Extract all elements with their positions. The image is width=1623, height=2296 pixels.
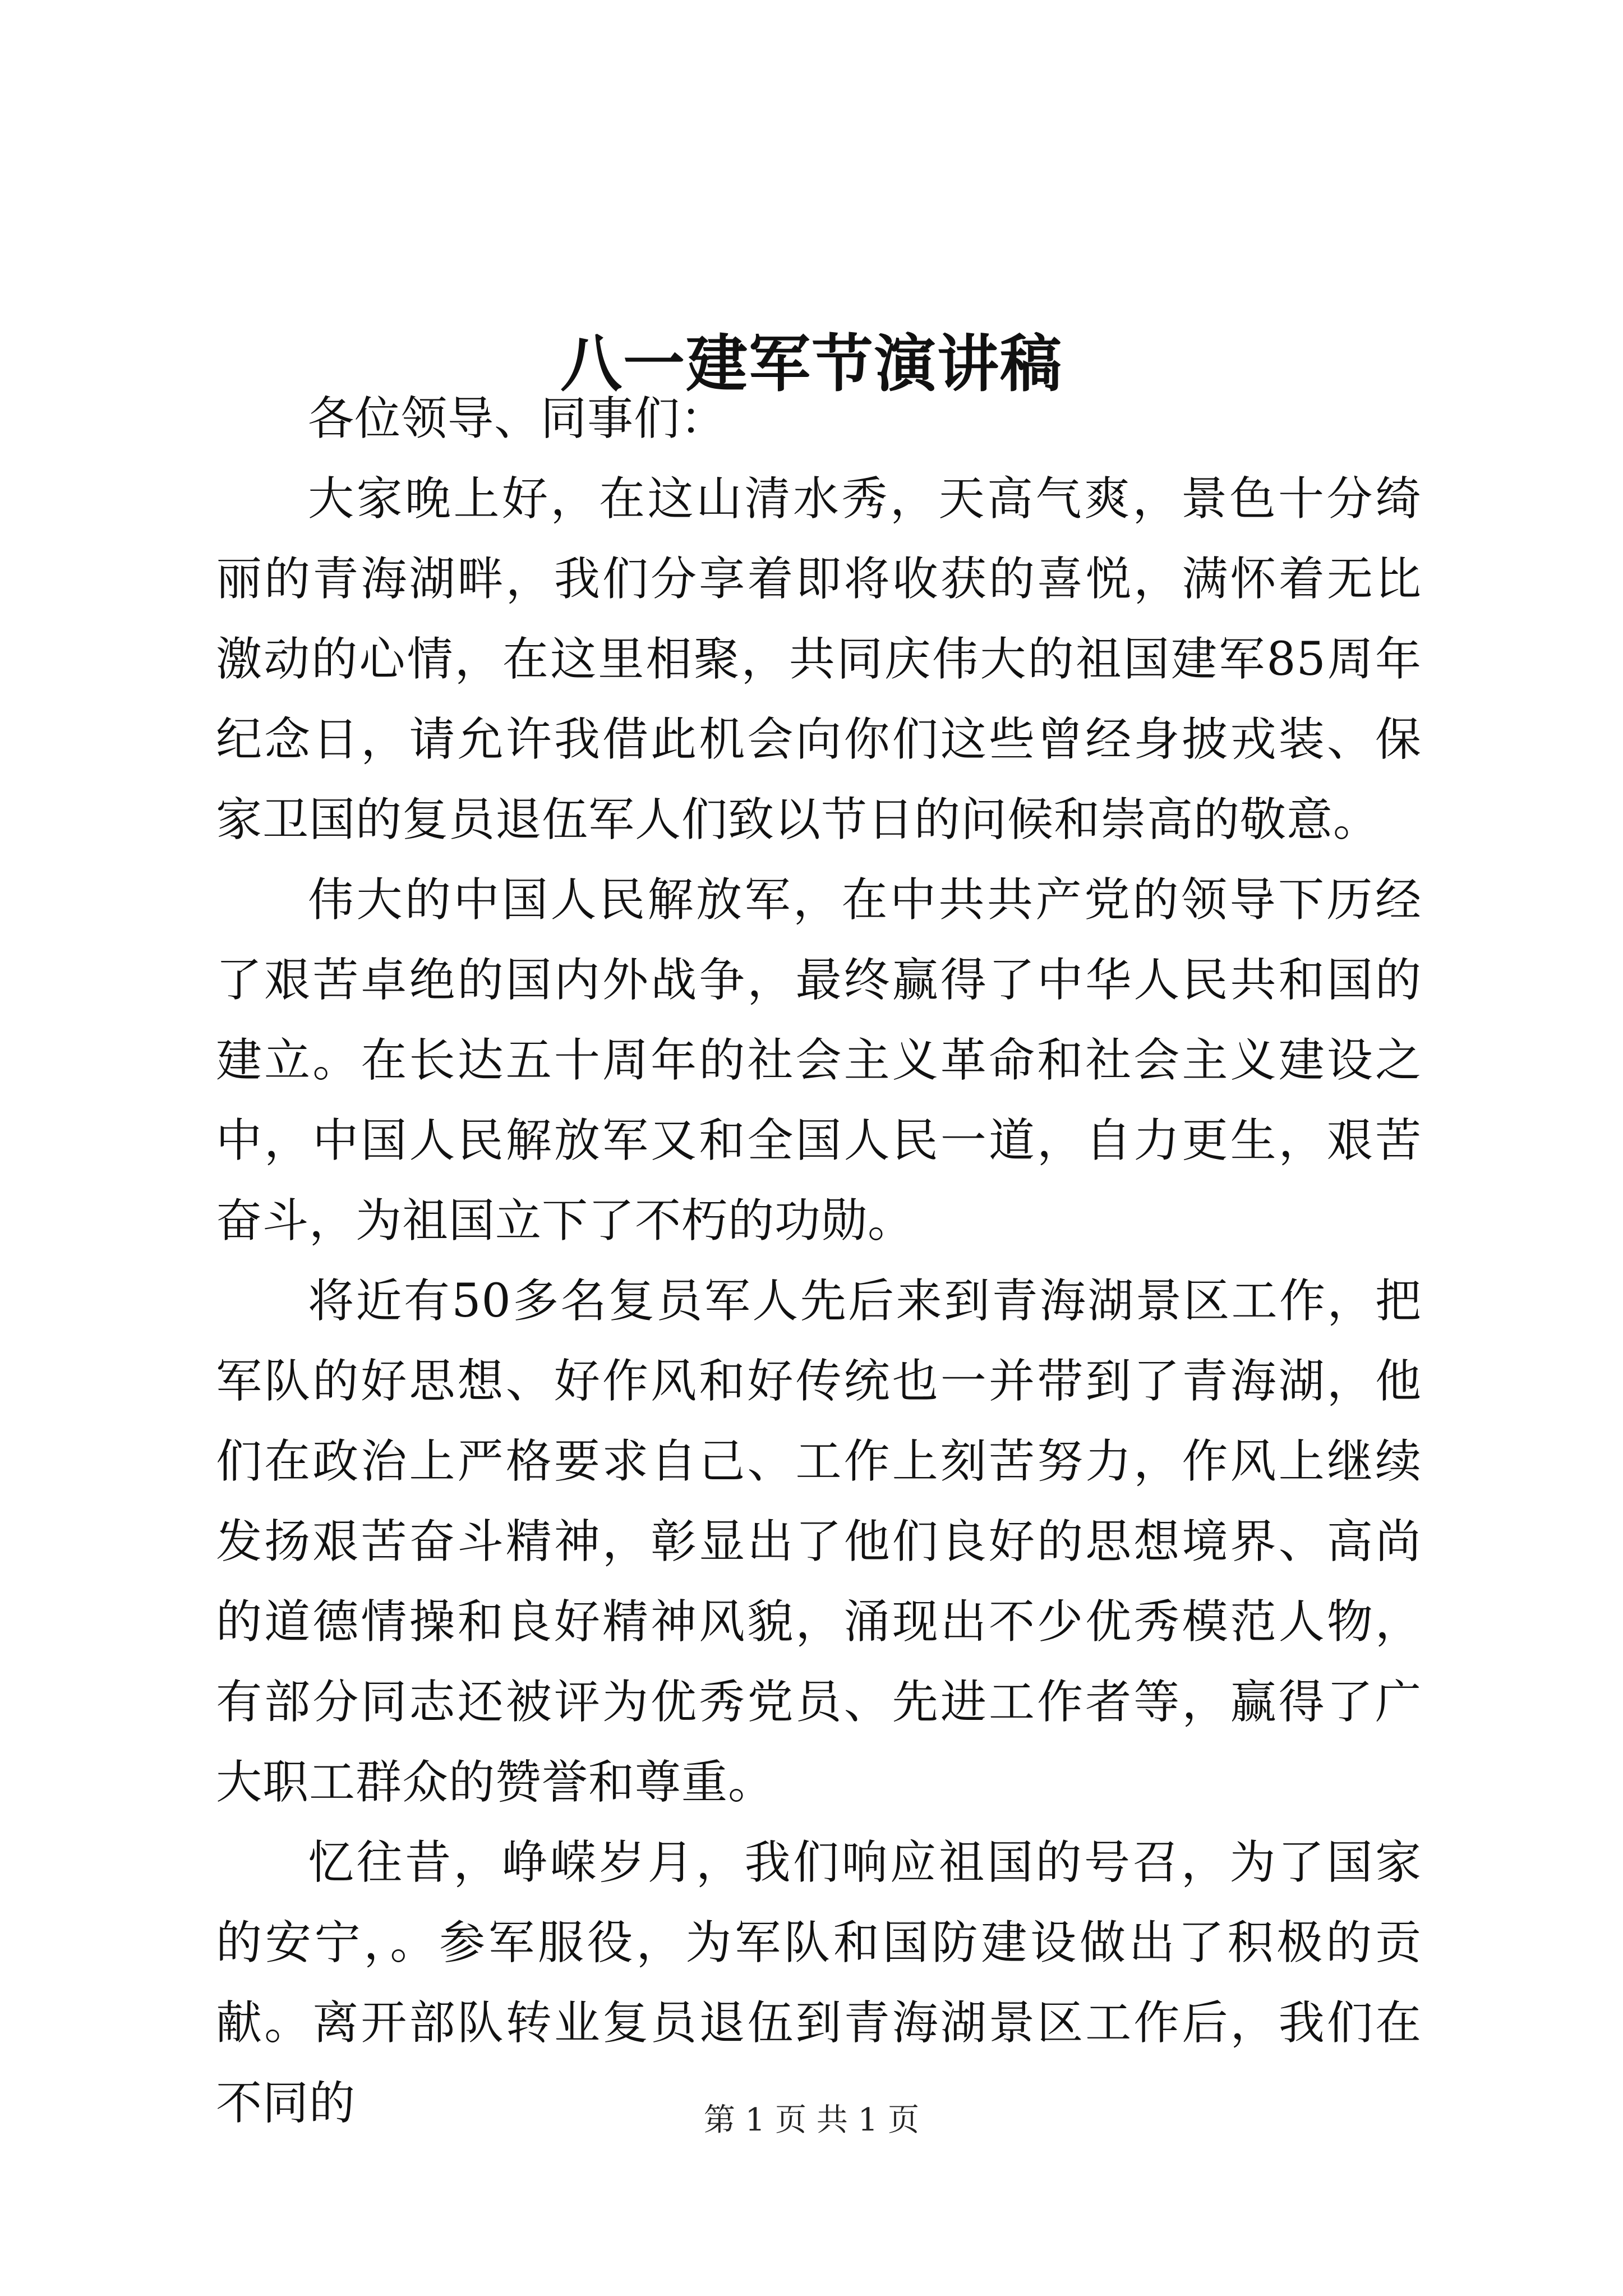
document-body: [216, 379, 1422, 2143]
salutation-paragraph: 各位领导、同事们：: [308, 392, 727, 445]
document-title: 八一建军节演讲稿: [560, 327, 1063, 400]
page-number-footer: 第 1 页 共 1 页: [703, 2102, 920, 2138]
body-paragraph: 大家晚上好，在这山清水秀，天高气爽，景色十分绮丽的青海湖畔，我们分享着即将收获的喜悦，满怀着无比激动的心情，在这里相聚，共同庆伟大的祖国建军85周年纪念日，请允许我借此机会向你们这些曾经身披戎装、保家卫国的复员退伍军人们致以节日的问候和崇高的敬意。: [216, 472, 1422, 846]
body-paragraph: 将近有50多名复员军人先后来到青海湖景区工作，把军队的好思想、好作风和好传统也一并带到了青海湖，他们在政治上严格要求自己、工作上刻苦努力，作风上继续发扬艰苦奋斗精神，彰显出了他们良好的思想境界、高尚的道德情操和良好精神风貌，涌现出不少优秀模范人物，有部分同志还被评为优秀党员、先进工作者等，赢得了广大职工群众的赞誉和尊重。: [216, 1274, 1422, 1809]
body-paragraph: 伟大的中国人民解放军，在中共共产党的领导下历经了艰苦卓绝的国内外战争，最终赢得了中华人民共和国的建立。在长达五十周年的社会主义革命和社会主义建设之中，中国人民解放军又和全国人民一道，自力更生，艰苦奋斗，为祖国立下了不朽的功勋。: [216, 873, 1422, 1248]
body-paragraph: 忆往昔，峥嵘岁月，我们响应祖国的号召，为了国家的安宁，。参军服役，为军队和国防建设做出了积极的贡献。离开部队转业复员退伍到青海湖景区工作后，我们在不同的: [216, 1836, 1422, 2130]
